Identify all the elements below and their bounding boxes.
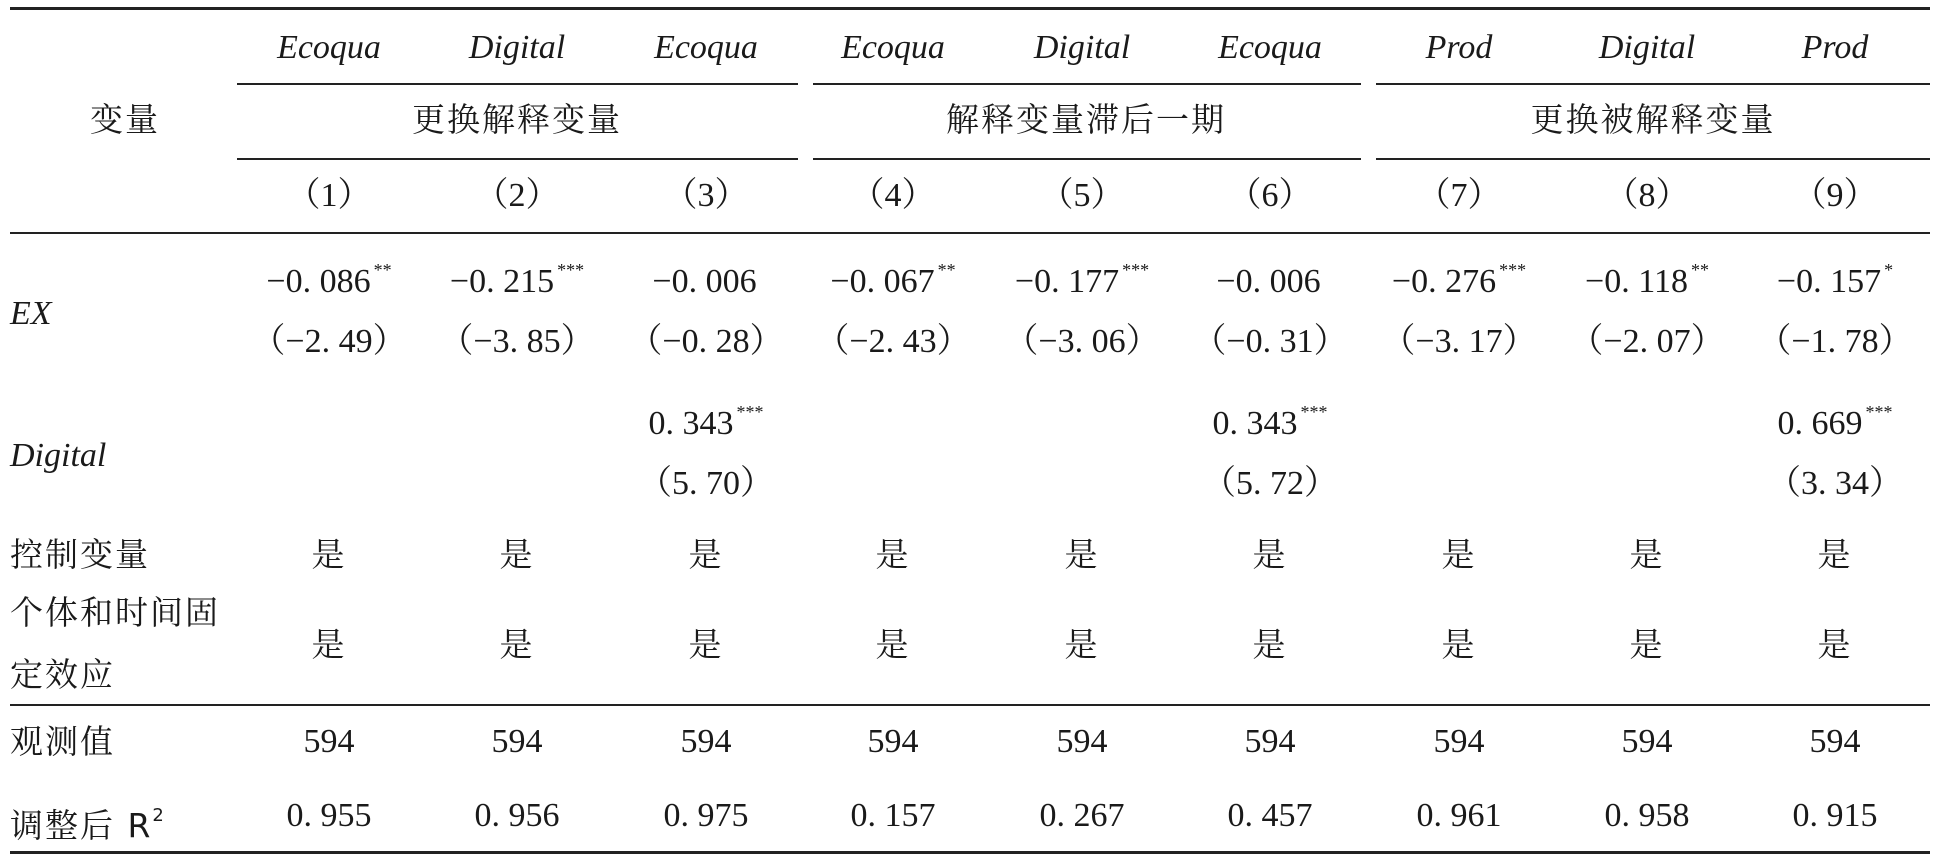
coef-cell: −0. 177 *** [1014,260,1150,300]
group-rule-1b [237,158,798,160]
r2-cell: 0. 958 [1604,797,1690,834]
coef-cell: −0. 157 * [1776,260,1894,300]
coef-cell: −0. 086 ** [266,260,392,300]
t-stat-cell: （−1. 78） [1757,323,1913,360]
group-header: 更换解释变量 [412,100,622,139]
yes-cell: 是 [1252,625,1288,664]
t-stat-cell: （−3. 06） [1004,323,1160,360]
row-label-digital: Digital [10,437,107,474]
row-header-label: 变量 [90,100,160,139]
obs-cell: 594 [1809,723,1861,760]
obs-cell: 594 [680,723,732,760]
col-number: （1） [286,177,372,214]
significance-stars: * [1884,260,1894,280]
col-number: （8） [1604,177,1690,214]
yes-cell: 是 [688,535,724,574]
yes-cell: 是 [1064,625,1100,664]
bottom-rule [10,851,1930,854]
dep-var: Digital [1033,29,1131,66]
coef-cell: −0. 006 [652,263,757,300]
t-stat-cell: （5. 72） [1202,465,1338,502]
obs-cell: 594 [1433,723,1485,760]
dep-var: Ecoqua [841,29,945,66]
row-label-adj-r2: 调整后 $R^2$ [10,805,166,845]
coef-cell: −0. 215 *** [449,260,585,300]
r2-cell: 0. 975 [663,797,749,834]
dep-var: Prod [1425,29,1493,66]
significance-stars: *** [1865,402,1893,422]
t-stat-cell: （−3. 17） [1381,323,1537,360]
obs-cell: 594 [303,723,355,760]
t-stat-cell: （−0. 31） [1192,323,1348,360]
significance-stars: *** [557,260,585,280]
obs-cell: 594 [491,723,543,760]
r2-superscript: 2 [152,805,166,826]
r2-cell: 0. 956 [474,797,560,834]
yes-cell: 是 [688,625,724,664]
top-rule [10,7,1930,10]
r2-cell: 0. 955 [286,797,372,834]
col-number: （9） [1792,177,1878,214]
coef-cell: −0. 006 [1216,263,1321,300]
group-rule-2 [813,83,1361,85]
significance-stars: *** [736,402,764,422]
dep-var: Prod [1801,29,1869,66]
group-header: 解释变量滞后一期 [946,100,1226,139]
t-stat-cell: （−0. 28） [628,323,784,360]
r2-cell: 0. 157 [850,797,936,834]
t-stat-cell: （−3. 85） [439,323,595,360]
coef-cell: 0. 669 *** [1777,402,1893,442]
significance-stars: ** [937,260,956,280]
r2-cell: 0. 457 [1227,797,1313,834]
t-stat-cell: （−2. 49） [251,323,407,360]
col-number: （3） [663,177,749,214]
dep-var: Ecoqua [654,29,758,66]
significance-stars: *** [1300,402,1328,422]
group-header: 更换被解释变量 [1530,100,1776,139]
yes-cell: 是 [875,535,911,574]
row-label-fixed-effects-line2: 定效应 [10,655,115,694]
col-number: （6） [1227,177,1313,214]
col-number: （5） [1039,177,1125,214]
dep-var: Digital [1598,29,1696,66]
coef-cell: −0. 067 ** [830,260,956,300]
t-stat-cell: （3. 34） [1767,465,1903,502]
t-stat-cell: （5. 70） [638,465,774,502]
yes-cell: 是 [1252,535,1288,574]
yes-cell: 是 [499,535,535,574]
t-stat-cell: （−2. 07） [1569,323,1725,360]
yes-cell: 是 [1629,535,1665,574]
yes-cell: 是 [499,625,535,664]
yes-cell: 是 [1441,535,1477,574]
r2-cell: 0. 961 [1416,797,1502,834]
group-rule-3 [1376,83,1930,85]
group-rule-2b [813,158,1361,160]
col-number: （4） [850,177,936,214]
coef-cell: 0. 343 *** [1212,402,1328,442]
significance-stars: *** [1122,260,1150,280]
yes-cell: 是 [311,535,347,574]
r2-cell: 0. 267 [1039,797,1125,834]
coef-cell: 0. 343 *** [648,402,764,442]
t-stat-cell: （−2. 43） [815,323,971,360]
col-number: （2） [474,177,560,214]
body-bottom-rule [10,704,1930,706]
significance-stars: *** [1499,260,1527,280]
significance-stars: ** [1690,260,1709,280]
coef-cell: −0. 276 *** [1391,260,1527,300]
obs-cell: 594 [867,723,919,760]
dep-var: Ecoqua [277,29,381,66]
yes-cell: 是 [1817,535,1853,574]
row-label-ex: EX [10,295,52,332]
col-number: （7） [1416,177,1502,214]
r2-cell: 0. 915 [1792,797,1878,834]
coef-cell: −0. 118 ** [1585,260,1709,300]
yes-cell: 是 [311,625,347,664]
obs-cell: 594 [1056,723,1108,760]
yes-cell: 是 [1629,625,1665,664]
yes-cell: 是 [1064,535,1100,574]
dep-var: Digital [468,29,566,66]
row-label-controls: 控制变量 [10,535,150,574]
row-label-fixed-effects-line1: 个体和时间固 [10,593,220,632]
group-rule-1 [237,83,798,85]
row-label-observations: 观测值 [10,722,115,761]
group-rule-3b [1376,158,1930,160]
yes-cell: 是 [875,625,911,664]
significance-stars: ** [373,260,392,280]
obs-cell: 594 [1621,723,1673,760]
header-bottom-rule [10,232,1930,234]
obs-cell: 594 [1244,723,1296,760]
regression-table [10,0,1930,864]
yes-cell: 是 [1441,625,1477,664]
dep-var: Ecoqua [1218,29,1322,66]
yes-cell: 是 [1817,625,1853,664]
